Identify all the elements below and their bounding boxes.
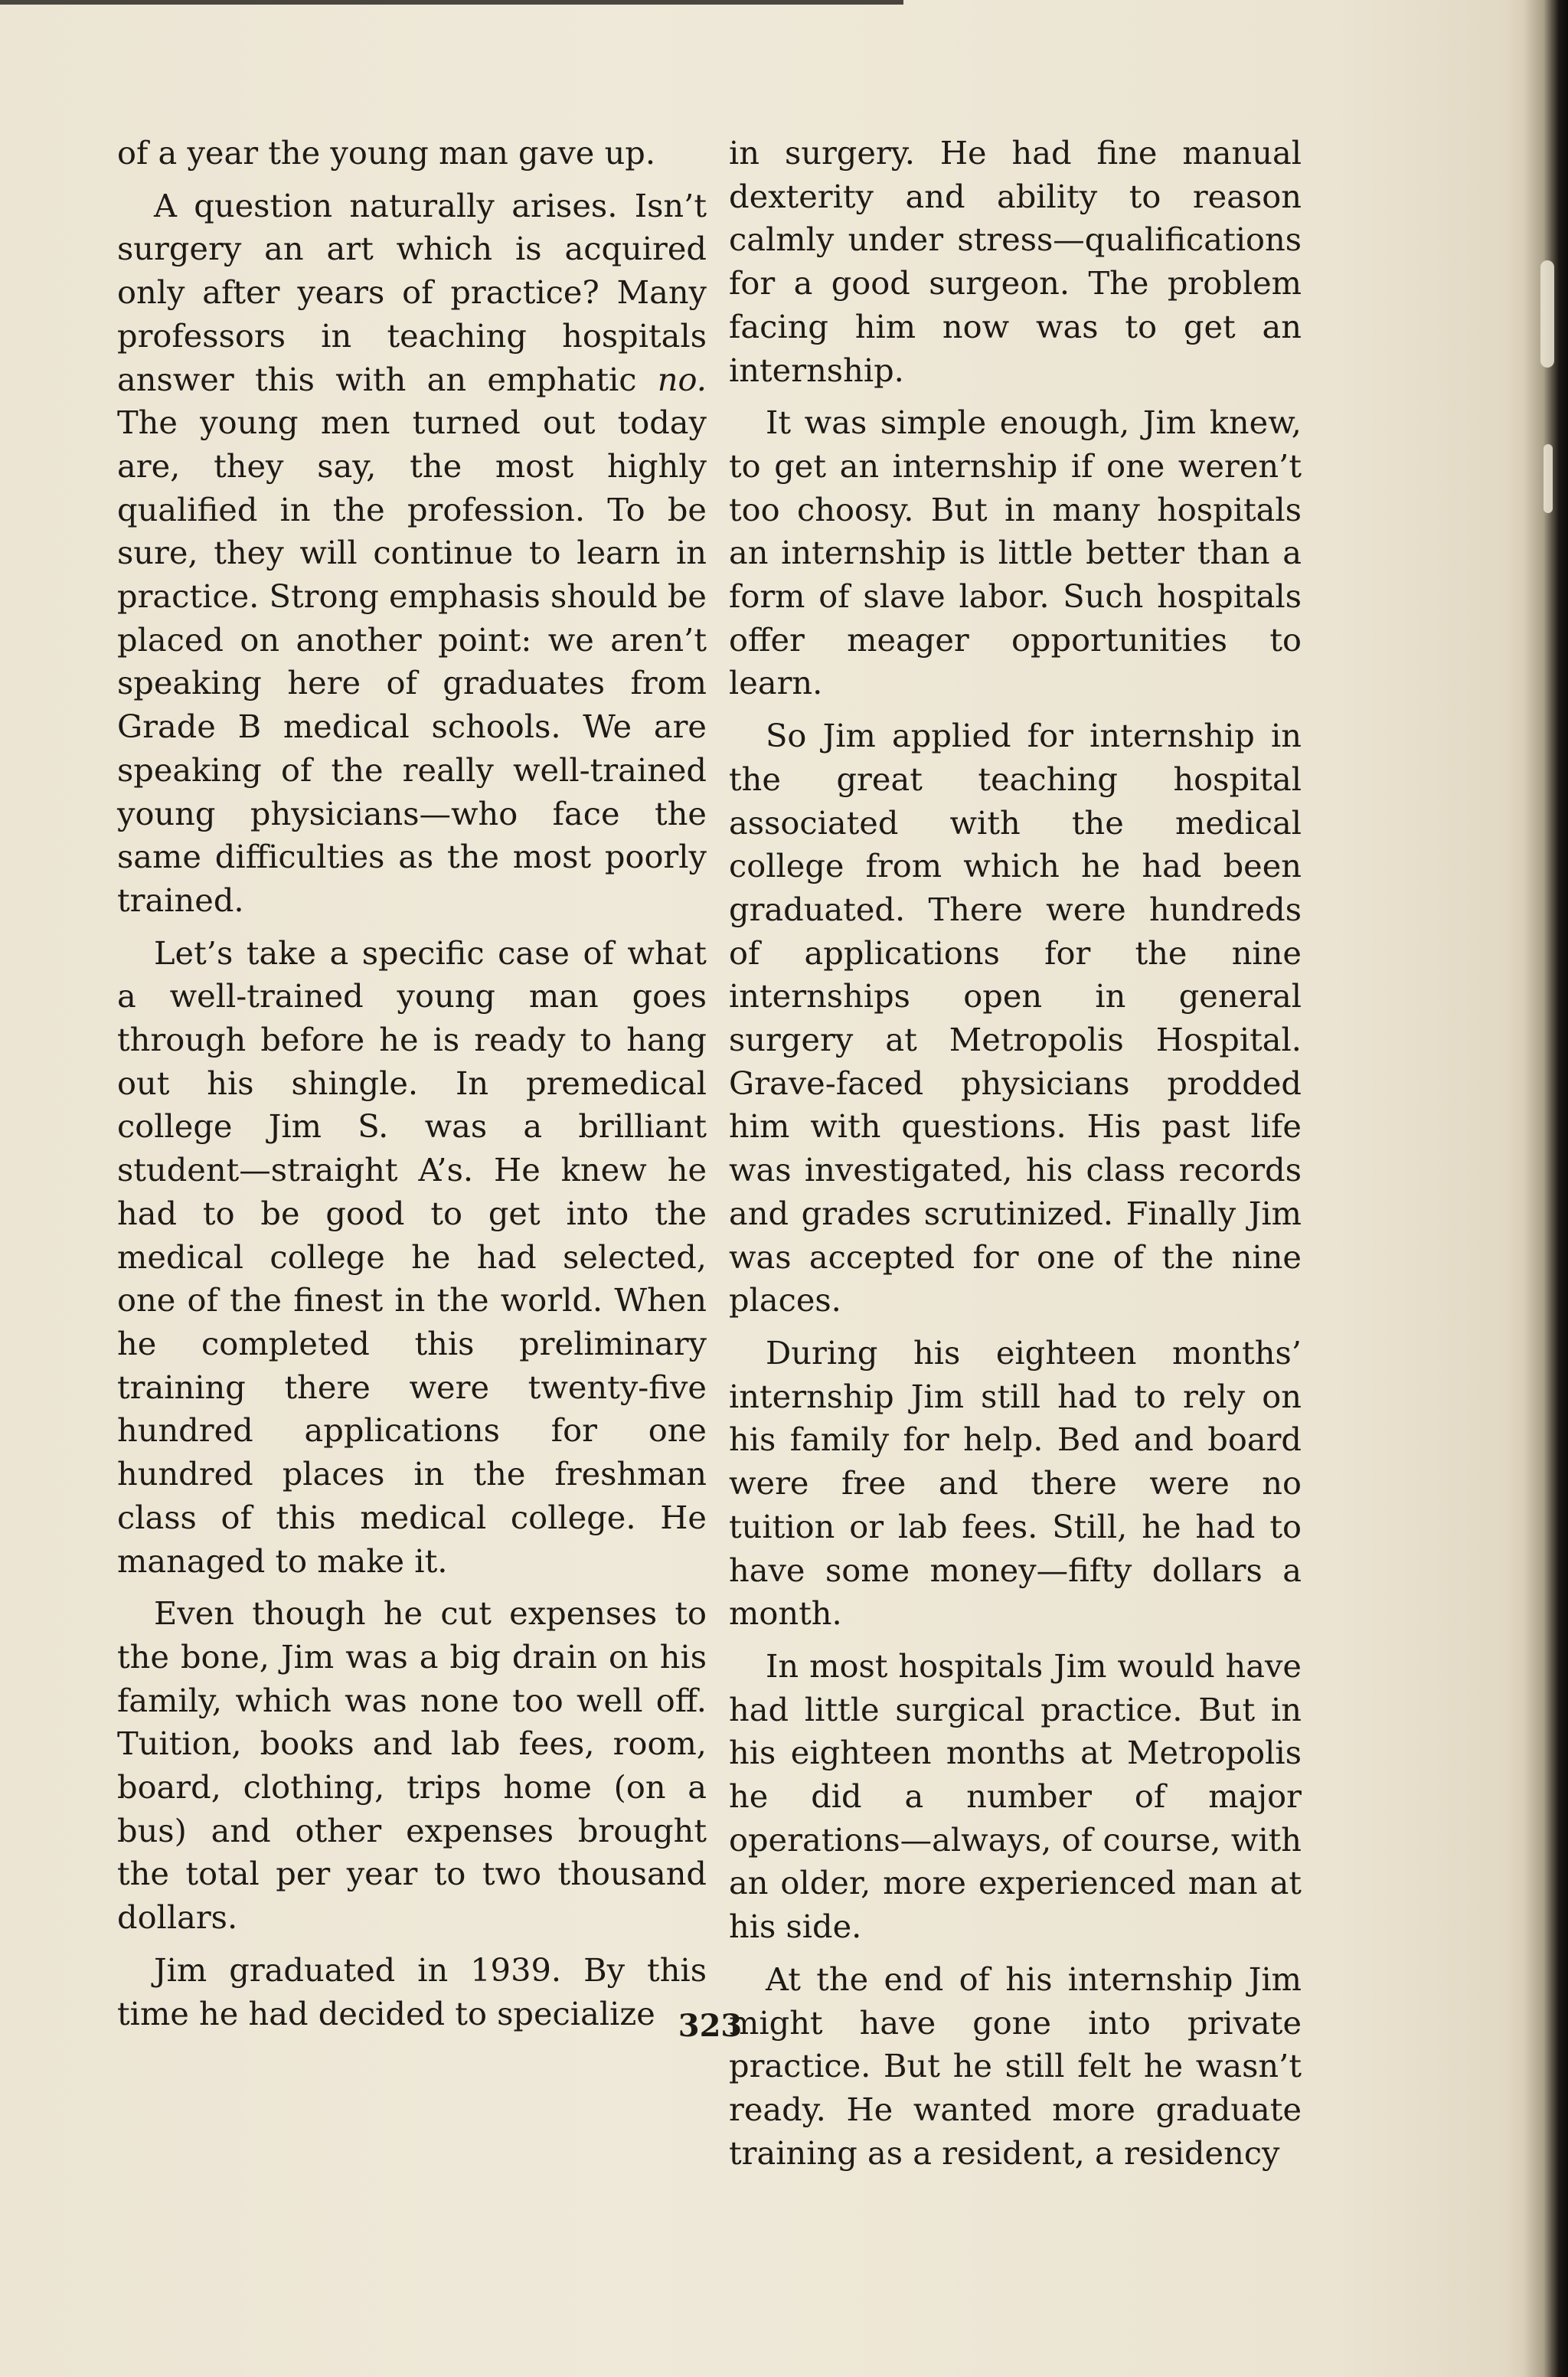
paragraph: Let’s take a specific case of what a well-trained young man goes through before he is ready to hang out his shingle. In premedical college Jim S. was a brilliant student—straight A’s. He knew he had to be good to get into the medical college he had selected, one of the finest in the world. When he completed this preliminary training there were twenty-five hundred applications for one hundred places in the freshman class of this medical college. He managed to make it. — [117, 933, 707, 1580]
text-column-right — [729, 132, 1302, 2175]
paragraph: During his eighteen months’ internship Jim still had to rely on his family for help. Bed and board were free and there were no tuition or lab fees. Still, he had to have some money—fifty dollars a month. — [729, 1333, 1302, 1633]
paragraph: It was simple enough, Jim knew, to get an internship if one weren’t too choosy. But in many hospitals an internship is little better than a form of slave labor. Such hospitals offer meager opportunities to learn. — [729, 404, 1302, 702]
emphasis-word: no. — [657, 360, 707, 398]
text-column-left — [117, 132, 707, 2035]
paragraph-text: The young men turned out today are, they say, the most highly qualified in the profession. To be sure, they will continue to learn in practice. Strong emphasis should be placed on another point: we aren’t speaking here of graduates from Grade B medical schools. We are speaking of the really well-trained young physicians—who face the same difficulties as the most poorly trained. — [117, 404, 707, 919]
paragraph: So Jim applied for internship in the great teaching hospital associated with the medical college from which he had been graduated. There were hundreds of applications for the nine internships open in general surgery at Metropolis Hospital. Grave-faced physicians prodded him with questions. His past life was investigated, his class records and grades scrutinized. Finally Jim was accepted for one of the nine places. — [729, 717, 1302, 1319]
paragraph: in surgery. He had fine manual dexterity and ability to reason calmly under stress—qualifications for a good surgeon. The problem facing him now was to get an internship. — [729, 134, 1302, 389]
page-number: 323 — [678, 2008, 743, 2044]
paragraph — [117, 185, 707, 923]
paragraph: of a year the young man gave up. — [117, 134, 656, 172]
paragraph: At the end of his internship Jim might have gone into private practice. But he still felt he wasn’t ready. He wanted more graduate training as a resident, a residency — [729, 1960, 1302, 2172]
paragraph: In most hospitals Jim would have had little surgical practice. But in his eighteen months at Metropolis he did a number of major operations—always, of course, with an older, more experienced man at his side. — [729, 1646, 1302, 1946]
paragraph-text: A question naturally arises. Isn’t surgery an art which is acquired only after years of practice? Many professors in teaching hospitals answer this with an emphatic — [117, 186, 707, 398]
binding-mark — [1544, 444, 1553, 513]
binding-mark — [1540, 260, 1554, 368]
page-top-edge — [0, 0, 903, 5]
paragraph: Even though he cut expenses to the bone, Jim was a big drain on his family, which was none too well off. Tuition, books and lab fees, room, board, clothing, trips home (on a bus) and other expenses brought the total per year to two thousand dollars. — [117, 1594, 707, 1937]
paragraph: Jim graduated in 1939. By this time he had decided to specialize — [117, 1950, 707, 2032]
